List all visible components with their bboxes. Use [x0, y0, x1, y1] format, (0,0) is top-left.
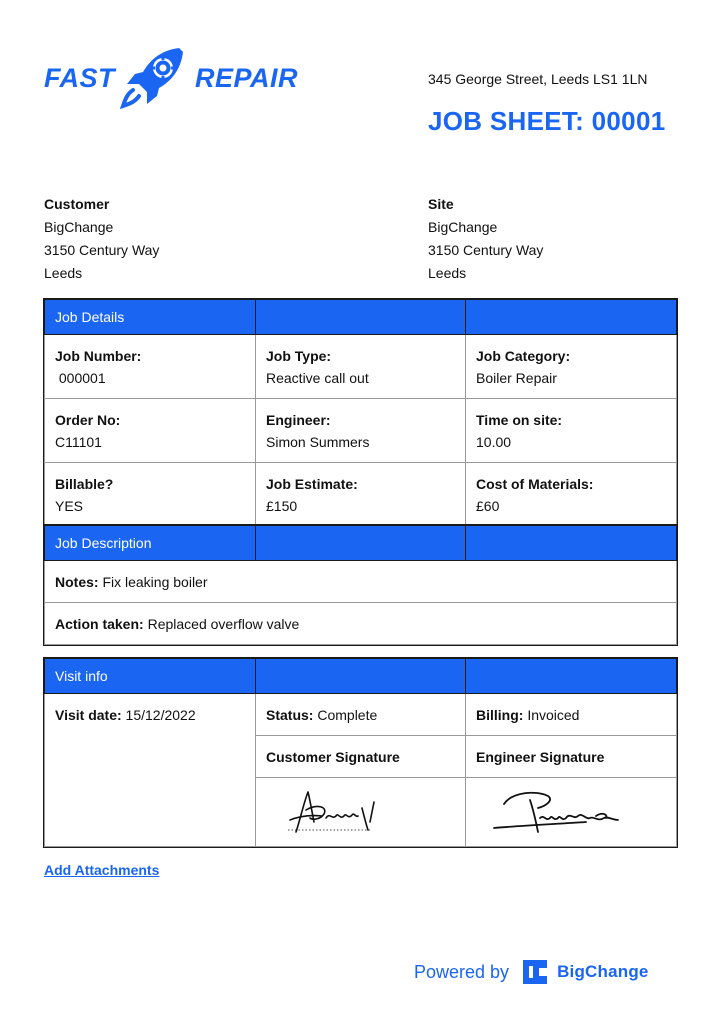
job-number-cell	[45, 335, 256, 399]
logo-text-left: FAST	[44, 62, 116, 93]
site-street: 3150 Century Way	[428, 242, 544, 258]
engineer-cell	[256, 399, 466, 463]
page-title: JOB SHEET: 00001	[428, 106, 666, 136]
table-row	[45, 561, 677, 603]
job-description-header	[45, 526, 677, 561]
company-logo	[44, 44, 298, 112]
customer-street: 3150 Century Way	[44, 242, 160, 258]
order-no-cell	[45, 399, 256, 463]
engineer-value: Simon Summers	[266, 434, 370, 450]
notes-cell	[45, 561, 677, 603]
notes-value: Fix leaking boiler	[98, 574, 208, 590]
job-number-value: 000001	[55, 370, 106, 386]
visit-date-cell	[45, 694, 256, 847]
job-estimate-cell	[256, 463, 466, 527]
notes-label: Notes:	[55, 574, 99, 590]
billable-value: YES	[55, 498, 84, 514]
site-title: Site	[428, 196, 454, 212]
time-on-site-value: 10.00	[476, 434, 512, 450]
job-description-title: Job Description	[45, 526, 256, 561]
time-on-site-label: Time on site:	[476, 412, 563, 428]
job-category-label: Job Category:	[476, 348, 571, 364]
table-row	[45, 463, 677, 527]
time-on-site-cell	[466, 399, 677, 463]
job-type-value: Reactive call out	[266, 370, 369, 386]
customer-block	[44, 193, 159, 285]
visit-info-header	[45, 659, 677, 694]
powered-by-footer	[414, 955, 649, 989]
billable-label: Billable?	[55, 476, 114, 492]
table-row	[45, 694, 677, 736]
bigchange-logo-icon	[521, 958, 549, 986]
action-taken-cell	[45, 603, 677, 645]
table-row	[45, 399, 677, 463]
job-description-table	[44, 525, 677, 645]
billing-value: Invoiced	[523, 707, 580, 723]
customer-title: Customer	[44, 196, 110, 212]
company-address: 345 George Street, Leeds LS1 1LN	[428, 71, 648, 87]
site-city: Leeds	[428, 265, 467, 281]
job-category-cell	[466, 335, 677, 399]
job-details-title: Job Details	[45, 300, 256, 335]
logo-text-right: REPAIR	[195, 62, 299, 93]
engineer-label: Engineer:	[266, 412, 331, 428]
order-no-value: C11101	[55, 434, 102, 450]
cost-of-materials-value: £60	[476, 498, 500, 514]
job-type-label: Job Type:	[266, 348, 332, 364]
bigchange-name: BigChange	[557, 962, 649, 981]
visit-date-label: Visit date:	[55, 707, 122, 723]
powered-by-text: Powered by	[414, 961, 510, 982]
add-attachments-link[interactable]: Add Attachments	[44, 862, 160, 878]
customer-signature-label: Customer Signature	[256, 736, 466, 778]
engineer-signature-label: Engineer Signature	[466, 736, 677, 778]
status-label: Status:	[266, 707, 314, 723]
action-taken-label: Action taken:	[55, 616, 144, 632]
billing-cell	[466, 694, 677, 736]
job-estimate-label: Job Estimate:	[266, 476, 358, 492]
job-type-cell	[256, 335, 466, 399]
customer-city: Leeds	[44, 265, 83, 281]
status-value: Complete	[313, 707, 378, 723]
job-details-header	[45, 300, 677, 335]
engineer-signature-cell	[466, 778, 677, 847]
job-number-label: Job Number:	[55, 348, 142, 364]
table-row	[45, 335, 677, 399]
billable-cell	[45, 463, 256, 527]
order-no-label: Order No:	[55, 412, 121, 428]
site-name: BigChange	[428, 219, 498, 235]
rocket-gear-icon	[117, 44, 193, 112]
visit-info-title: Visit info	[45, 659, 256, 694]
job-category-value: Boiler Repair	[476, 370, 557, 386]
customer-signature-cell	[256, 778, 466, 847]
action-taken-value: Replaced overflow valve	[143, 616, 300, 632]
billing-label: Billing:	[476, 707, 524, 723]
customer-name: BigChange	[44, 219, 114, 235]
job-estimate-value: £150	[266, 498, 298, 514]
engineer-signature-image	[476, 782, 666, 842]
customer-signature-image	[266, 782, 456, 842]
table-row	[45, 603, 677, 645]
cost-of-materials-cell	[466, 463, 677, 527]
visit-info-table	[44, 658, 677, 847]
status-cell	[256, 694, 466, 736]
visit-date-value: 15/12/2022	[121, 707, 196, 723]
site-block	[428, 193, 543, 285]
cost-of-materials-label: Cost of Materials:	[476, 476, 594, 492]
job-details-table	[44, 299, 677, 527]
